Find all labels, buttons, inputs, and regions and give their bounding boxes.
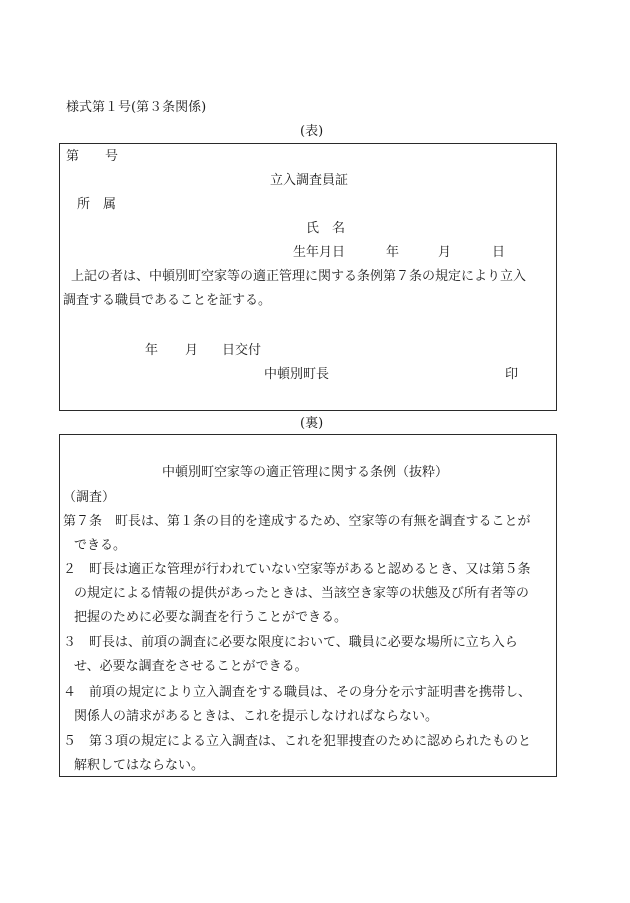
issuer-name: 中頓別町長 [264, 367, 330, 382]
birth-date-label: 生年月日 [293, 245, 346, 260]
statement-line-2: 調査する職員であることを証する。 [63, 293, 272, 308]
card-title: 立入調査員証 [270, 173, 349, 188]
paragraph-3-line-2: せ、必要な調査をさせることができる。 [74, 659, 308, 674]
paragraph-2-line-2: の規定による情報の提供があったときは、当該空き家等の状態及び所有者等の [74, 586, 529, 601]
paragraph-3-line-1: ３ 町長は、前項の調査に必要な限度において、職員に必要な場所に立ち入ら [63, 635, 518, 650]
birth-year-label: 年 [386, 245, 400, 260]
issue-day-label: 日交付 [222, 343, 262, 358]
affiliation-label: 所 属 [77, 197, 117, 212]
ordinance-title: 中頓別町空家等の適正管理に関する条例（抜粋） [162, 465, 449, 480]
number-suffix: 号 [105, 149, 119, 164]
seal-mark: 印 [505, 367, 519, 382]
form-number-label: 様式第１号(第３条関係) [66, 100, 207, 115]
number-prefix: 第 [66, 149, 80, 164]
birth-month-label: 月 [438, 245, 452, 260]
article-7-line-2: できる。 [74, 538, 127, 553]
back-card-box [59, 434, 557, 777]
paragraph-4-line-1: ４ 前項の規定により立入調査をする職員は、その身分を示す証明書を携帯し、 [63, 685, 532, 700]
issue-year-label: 年 [145, 343, 159, 358]
statement-line-1: 上記の者は、中頓別町空家等の適正管理に関する条例第７条の規定により立入 [71, 269, 527, 284]
back-side-label: (裏) [300, 416, 324, 431]
name-label: 氏 名 [306, 221, 346, 236]
front-side-label: (表) [300, 124, 324, 139]
paragraph-5-line-2: 解釈してはならない。 [74, 758, 205, 773]
paragraph-4-line-2: 関係人の請求があるときは、これを提示しなければならない。 [74, 709, 439, 724]
paragraph-2-line-3: 把握のために必要な調査を行うことができる。 [74, 610, 348, 625]
paragraph-5-line-1: ５ 第３項の規定による立入調査は、これを犯罪捜査のために認められたものと [63, 734, 532, 749]
paragraph-2-line-1: ２ 町長は適正な管理が行われていない空家等があると認めるとき、又は第５条 [63, 562, 531, 577]
birth-day-label: 日 [492, 245, 506, 260]
section-heading: （調査） [63, 490, 116, 505]
article-7-line-1: 第７条 町長は、第１条の目的を達成するため、空家等の有無を調査することが [63, 514, 531, 529]
issue-month-label: 月 [185, 343, 199, 358]
